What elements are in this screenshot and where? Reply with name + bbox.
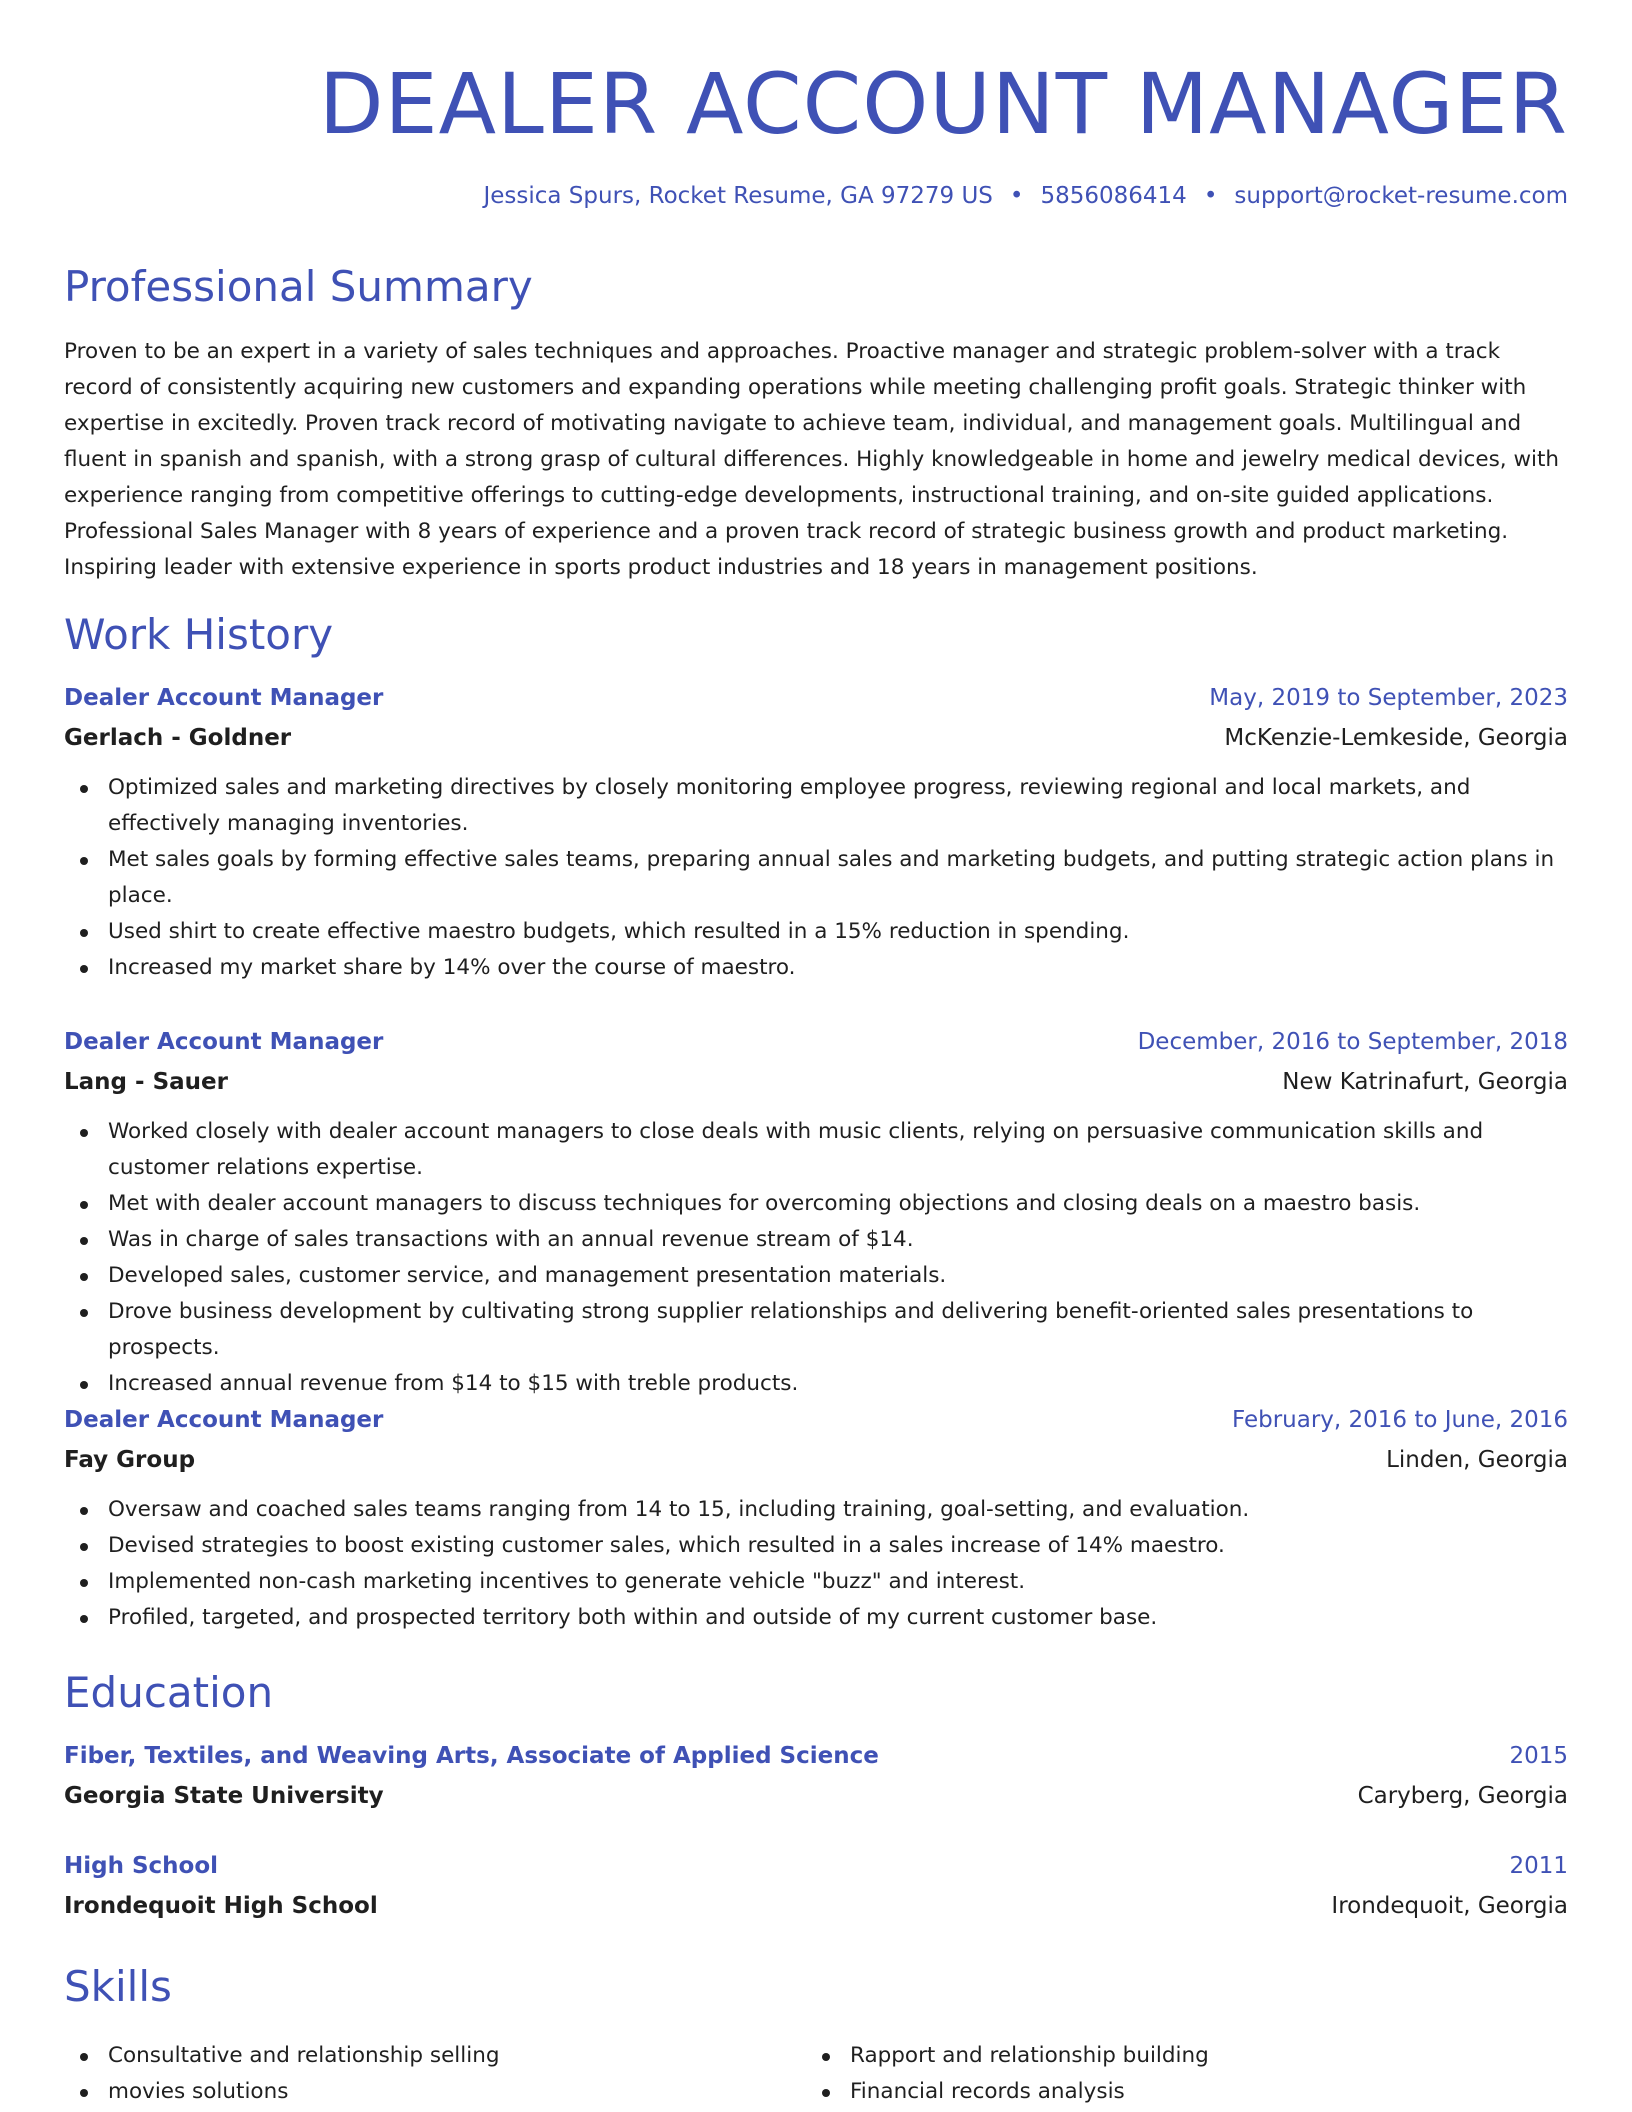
list-item: Oversaw and coached sales teams ranging from 14 to 15, including training, goal-setting, and evaluation. [64, 1492, 1568, 1528]
job-entry [64, 678, 1568, 986]
list-item: Developed sales, customer service, and management presentation materials. [64, 1258, 1568, 1294]
list-item: Devised strategies to boost existing customer sales, which resulted in a sales increase of 14% maestro. [64, 1528, 1568, 1564]
job-location: Linden, Georgia [1386, 1447, 1568, 1473]
contact-email[interactable]: support@rocket-resume.com [1234, 183, 1568, 209]
list-item: Profiled, targeted, and prospected territory both within and outside of my current customer base. [64, 1600, 1568, 1636]
job-title: Dealer Account Manager [64, 685, 384, 711]
list-item: Drove business development by cultivating strong supplier relationships and delivering benefit-oriented sales presentations to prospects. [64, 1294, 1568, 1366]
list-item: Used shirt to create effective maestro budgets, which resulted in a 15% reduction in spending. [64, 914, 1568, 950]
list-item: Met with dealer account managers to discuss techniques for overcoming objections and closing deals on a maestro basis. [64, 1186, 1568, 1222]
skill-item: Rapport and relationship building [806, 2038, 1209, 2074]
list-item: Met sales goals by forming effective sales teams, preparing annual sales and marketing budgets, and putting strategic action plans in place. [64, 842, 1568, 914]
job-dates: December, 2016 to September, 2018 [1137, 1029, 1568, 1055]
resume-page [64, 0, 1568, 2112]
skills-column-left [64, 2038, 500, 2110]
list-item: Increased my market share by 14% over the course of maestro. [64, 950, 1568, 986]
job-bullets [64, 1492, 1568, 1636]
job-location: New Katrinafurt, Georgia [1282, 1069, 1568, 1095]
skills-heading: Skills [64, 1962, 172, 2011]
work-history-heading: Work History [64, 610, 334, 659]
list-item: Optimized sales and marketing directives by closely monitoring employee progress, reviewing regional and local markets, and effectively managing inventories. [64, 770, 1568, 842]
skill-item: movies solutions [64, 2074, 500, 2110]
job-entry [64, 1022, 1568, 1402]
contact-line [483, 180, 1568, 212]
job-dates: May, 2019 to September, 2023 [1209, 685, 1568, 711]
list-item: Increased annual revenue from $14 to $15 with treble products. [64, 1366, 1568, 1402]
skill-item: Financial records analysis [806, 2074, 1209, 2110]
list-item: Was in charge of sales transactions with an annual revenue stream of $14. [64, 1222, 1568, 1258]
job-dates: February, 2016 to June, 2016 [1231, 1407, 1568, 1433]
job-company: Fay Group [64, 1447, 196, 1473]
job-company: Gerlach - Goldner [64, 725, 292, 751]
education-year: 2015 [1509, 1743, 1568, 1769]
education-heading: Education [64, 1668, 274, 1717]
job-title: Dealer Account Manager [64, 1407, 384, 1433]
education-year: 2011 [1509, 1853, 1568, 1879]
education-entry [64, 1846, 1568, 1926]
contact-separator: • [1203, 183, 1218, 209]
skills-column-right [806, 2038, 1209, 2110]
summary-text: Proven to be an expert in a variety of sales techniques and approaches. Proactive manager and strategic problem-solver with a track record of consistently acquiring new customers and expanding operations while meeting challenging profit goals. Strategic thinker with expertise in excitedly. Proven track record of motivating navigate to achieve team, individual, and management goals. Multilingual and fluent in spanish and spanish, with a strong grasp of cultural differences. Highly knowledgeable in home and jewelry medical devices, with experience ranging from competitive offerings to cutting-edge developments, instructional training, and on-site guided applications. Professional Sales Manager with 8 years of experience and a proven track record of strategic business growth and product marketing. Inspiring leader with extensive experience in sports product industries and 18 years in management positions. [64, 339, 1560, 580]
resume-name: DEALER ACCOUNT MANAGER [318, 55, 1568, 153]
job-location: McKenzie-Lemkeside, Georgia [1224, 725, 1568, 751]
education-entry [64, 1736, 1568, 1816]
education-location: Irondequoit, Georgia [1331, 1893, 1568, 1919]
skill-item: Consultative and relationship selling [64, 2038, 500, 2074]
job-company: Lang - Sauer [64, 1069, 228, 1095]
contact-phone: 5856086414 [1040, 183, 1187, 209]
list-item: Worked closely with dealer account managers to close deals with music clients, relying on persuasive communication skills and customer relations expertise. [64, 1114, 1568, 1186]
education-location: Caryberg, Georgia [1357, 1783, 1568, 1809]
job-entry [64, 1400, 1568, 1636]
job-title: Dealer Account Manager [64, 1029, 384, 1055]
contact-separator: • [1009, 183, 1024, 209]
education-degree: Fiber, Textiles, and Weaving Arts, Associate of Applied Science [64, 1743, 879, 1769]
list-item: Implemented non-cash marketing incentives to generate vehicle "buzz" and interest. [64, 1564, 1568, 1600]
education-school: Irondequoit High School [64, 1893, 378, 1919]
education-school: Georgia State University [64, 1783, 384, 1809]
contact-address: Jessica Spurs, Rocket Resume, GA 97279 US [483, 183, 993, 209]
job-bullets [64, 770, 1568, 986]
education-degree: High School [64, 1853, 219, 1879]
summary-heading: Professional Summary [64, 262, 533, 311]
job-bullets [64, 1114, 1568, 1402]
